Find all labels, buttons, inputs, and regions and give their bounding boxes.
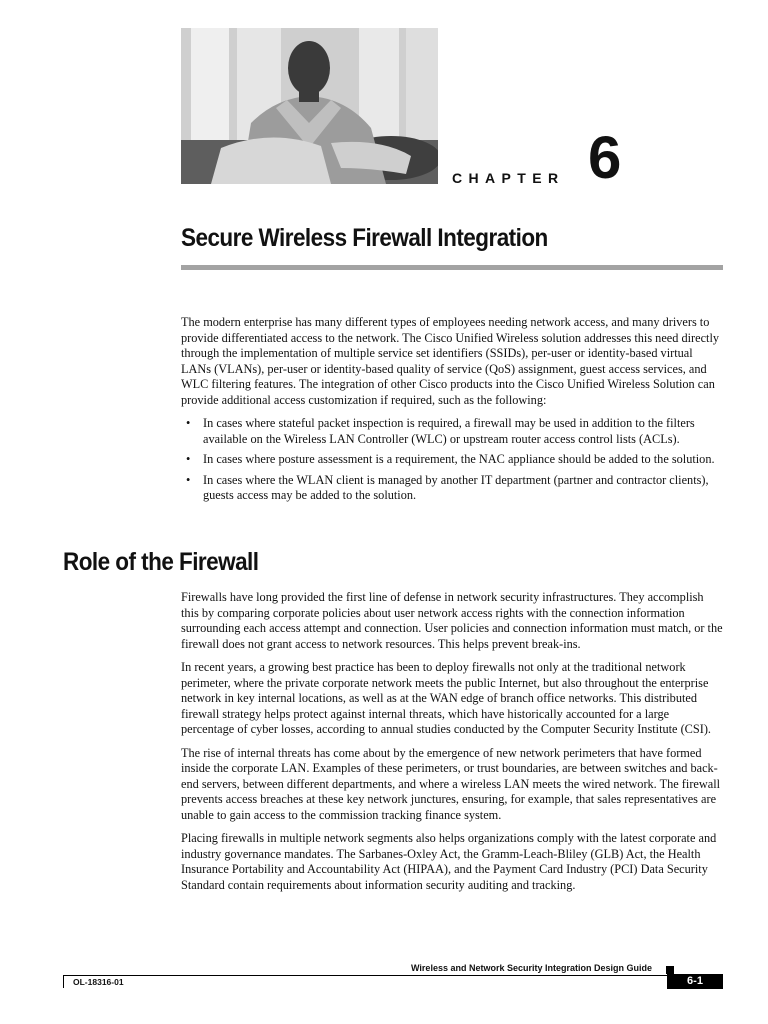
- chapter-label: CHAPTER: [452, 170, 565, 186]
- bullet-icon: •: [186, 416, 191, 430]
- footer-left-bar: [63, 975, 64, 988]
- section-heading: Role of the Firewall: [63, 548, 259, 576]
- bullet-text: In cases where posture assessment is a requirement, the NAC appliance should be added to the solution.: [203, 452, 715, 466]
- page-number: 6-1: [667, 974, 723, 989]
- footer-doc-id: OL-18316-01: [73, 977, 124, 987]
- title-underline: [181, 265, 723, 270]
- list-item: [181, 452, 723, 468]
- bullet-icon: •: [186, 472, 191, 487]
- footer-guide-title: Wireless and Network Security Integration Design Guide: [411, 963, 652, 973]
- man-seated-photo: [181, 28, 438, 184]
- list-item: [181, 473, 723, 504]
- footer-marker: [666, 966, 674, 974]
- section-paragraph: Placing firewalls in multiple network segments also helps organizations comply with the latest corporate and industry governance mandates. The Sarbanes-Oxley Act, the Gramm-Leach-Bliley (GLB) Act, the Health Insurance Portability and Accountability Act (HIPAA), and the Payment Card Industry (PCI) Data Security Standard contain requirements about information security auditing and tracking.: [181, 831, 717, 892]
- footer-rule: [63, 975, 667, 976]
- intro-bullet-list: [181, 416, 723, 504]
- role-section: [181, 590, 723, 901]
- chapter-number: 6: [588, 124, 622, 191]
- section-paragraph: The rise of internal threats has come about by the emergence of new network perimeters that have formed inside the corporate LAN. Examples of these perimeters, or trust boundaries, are between switches and back-end servers, between different departments, and where a wireless LAN meets the wired network. The firewall prevents access breaches at these key network junctures, ensuring, for example, that sales representatives are unable to gain access to the commission tracking finance system.: [181, 745, 721, 822]
- page-title: Secure Wireless Firewall Integration: [181, 224, 548, 252]
- section-paragraph: Firewalls have long provided the first line of defense in network security infrastructures. They accomplish this by comparing corporate policies about user network access rights with the connection information surrounding each access attempt and connection. User policies and connection information must match, or the firewall does not grant access to network resources. This helps prevent break-ins.: [181, 590, 723, 651]
- section-paragraph: In recent years, a growing best practice has been to deploy firewalls not only at the traditional network perimeter, where the private corporate network meets the public Internet, but also throughout the enterprise network in key internal locations, as well as at the WAN edge of branch office networks. This distributed firewall strategy helps protect against internal threats, which have historically accounted for a large percentage of cyber losses, according to annual studies conducted by the Computer Security Institute (CSI).: [181, 660, 711, 736]
- list-item: [181, 416, 723, 447]
- bullet-text: In cases where stateful packet inspection is required, a firewall may be used in addition to the filters available on the Wireless LAN Controller (WLC) or upstream router access control lists (ACLs).: [203, 416, 695, 446]
- intro-paragraph: The modern enterprise has many different types of employees needing network access, and many drivers to provide differentiated access to the network. The Cisco Unified Wireless solution addresses this need directly through the implementation of multiple service set identifiers (SSIDs), per-user or identity-based virtual LANs (VLANs), per-user or identity-based quality of service (QoS) assignment, guest access services, and WLC filtering features. The integration of other Cisco products into the Cisco Unified Wireless Solution can provide additional access customization if required, such as the following:: [181, 315, 720, 407]
- chapter-photo: [181, 28, 438, 184]
- bullet-text: In cases where the WLAN client is managed by another IT department (partner and contractor clients), guests access may be added to the solution.: [203, 472, 709, 502]
- bullet-icon: •: [186, 452, 191, 466]
- intro-section: [181, 315, 723, 509]
